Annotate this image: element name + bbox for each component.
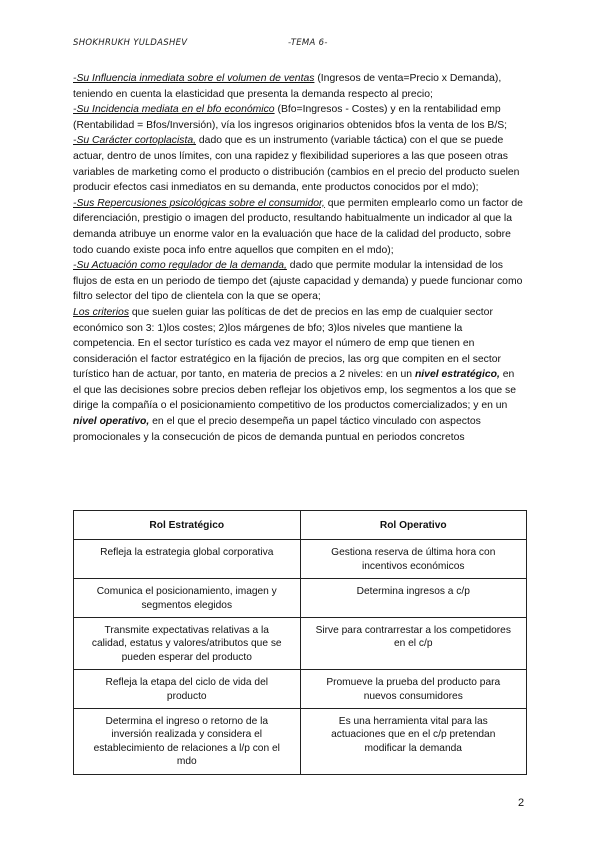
- header-topic: -TEMA 6-: [288, 38, 328, 48]
- header-rol-estrategico: Rol Estratégico: [74, 511, 301, 540]
- paragraph-text: dado que es un instrumento (variable táctica) con el que se puede actuar, dentro de unos límites, con una rapidez y flexibilidad superiores a las que poseen otras variables de marketing como el producto o distribución (cambios en el precio del producto suelen producir efectos casi inmediatos en su demanda, ente productos conocidos por el mdo);: [73, 135, 520, 194]
- header-rol-operativo: Rol Operativo: [300, 511, 527, 540]
- table-row: [74, 709, 527, 775]
- table-cell: Determina el ingreso o retorno de la inversión realizada y considera el establecimiento de relaciones a l/p con el mdo: [74, 709, 301, 775]
- paragraph-criterios: [73, 305, 523, 445]
- table-cell: Promueve la prueba del producto para nuevos consumidores: [300, 670, 527, 709]
- table-cell: Determina ingresos a c/p: [300, 579, 527, 618]
- table-header-row: [74, 511, 527, 540]
- table-cell: Refleja la etapa del ciclo de vida del producto: [74, 670, 301, 709]
- roles-table: [73, 510, 527, 775]
- table-row: [74, 670, 527, 709]
- paragraph-actuacion: [73, 258, 523, 305]
- paragraph-text: que permiten emplearlo como un factor de diferenciación, prestigio o imagen del producto, resultando habitualmente un indicador al que la demanda atribuye un enorme valor en la evaluación que hace de la calidad del producto, sobre todo cuando existe poca info entre aquellos que compiten en el mdo);: [73, 197, 523, 256]
- page-number: 2: [518, 797, 525, 809]
- paragraph-text: (Bfo=Ingresos - Costes) y en la rentabilidad emp (Rentabilidad = Bfos/Inversión), vía los ingresos originarios obtenidos bfos la venta de los B/S;: [73, 104, 508, 131]
- table-row: [74, 618, 527, 670]
- header-author: SHOKHRUKH YULDASHEV: [73, 38, 188, 48]
- paragraph-label: -Su Incidencia mediata en el bfo económico: [73, 104, 275, 116]
- table-row: [74, 579, 527, 618]
- paragraph-influencia: [73, 71, 523, 102]
- paragraph-text: (Ingresos de venta=Precio x Demanda), teniendo en cuenta la elasticidad que presenta la demanda respecto al precio;: [73, 73, 502, 100]
- criterios-text-1: que suelen guiar las políticas de det de precios en las emp de cualquier sector económico son 3: 1)los costes; 2)los márgenes de bfo; 3)los niveles que mantiene la competencia. En el sector turístico es cada vez mayor el número de emp que tienen en consideración el factor estratégico en la fijación de precios, las org que compiten en el sector turístico han de actuar, por tanto, en materia de precios a 2 niveles: en un: [73, 306, 501, 381]
- paragraph-label: -Su Influencia inmediata sobre el volumen de ventas: [73, 73, 315, 84]
- body-text: [73, 71, 523, 445]
- criterios-text-2: en el que las decisiones sobre precios deben reflejar los objetivos emp, los segmentos a los que se dirige la compañía o el posicionamiento competitivo de los productos comercializados; y en un: [73, 369, 517, 412]
- nivel-estrategico: nivel estratégico,: [414, 369, 500, 381]
- paragraph-repercusiones: [73, 196, 523, 258]
- paragraph-label: -Su Actuación como regulador de la demanda,: [73, 260, 287, 272]
- nivel-operativo: nivel operativo,: [73, 416, 150, 428]
- table-cell: Transmite expectativas relativas a la calidad, estatus y valores/atributos que se pueden esperar del producto: [74, 618, 301, 670]
- paragraph-label: -Su Carácter cortoplacista,: [73, 135, 197, 147]
- table-cell: Comunica el posicionamiento, imagen y segmentos elegidos: [74, 579, 301, 618]
- paragraph-text: dado que permite modular la intensidad de los flujos de esta en un periodo de tiempo det (ajuste capacidad y demanda) y puede funcionar como filtro selector del tipo de clientela con la que se opera;: [73, 260, 523, 303]
- paragraph-incidencia: [73, 102, 523, 133]
- page-header: [73, 38, 533, 54]
- criterios-text-3: en el que el precio desempeña un papel táctico vinculado con aspectos promocionales y la consecución de picos de demanda puntual en periodos concretos: [73, 416, 481, 443]
- paragraph-caracter: [73, 133, 523, 195]
- table-cell: Sirve para contrarrestar a los competidores en el c/p: [300, 618, 527, 670]
- table-cell: Refleja la estrategia global corporativa: [74, 540, 301, 579]
- paragraph-label: -Sus Repercusiones psicológicas sobre el consumidor,: [73, 197, 325, 209]
- table-cell: Gestiona reserva de última hora con incentivos económicos: [300, 540, 527, 579]
- table-cell: Es una herramienta vital para las actuaciones que en el c/p pretendan modificar la demanda: [300, 709, 527, 775]
- table-row: [74, 540, 527, 579]
- criterios-label: Los criterios: [73, 306, 130, 318]
